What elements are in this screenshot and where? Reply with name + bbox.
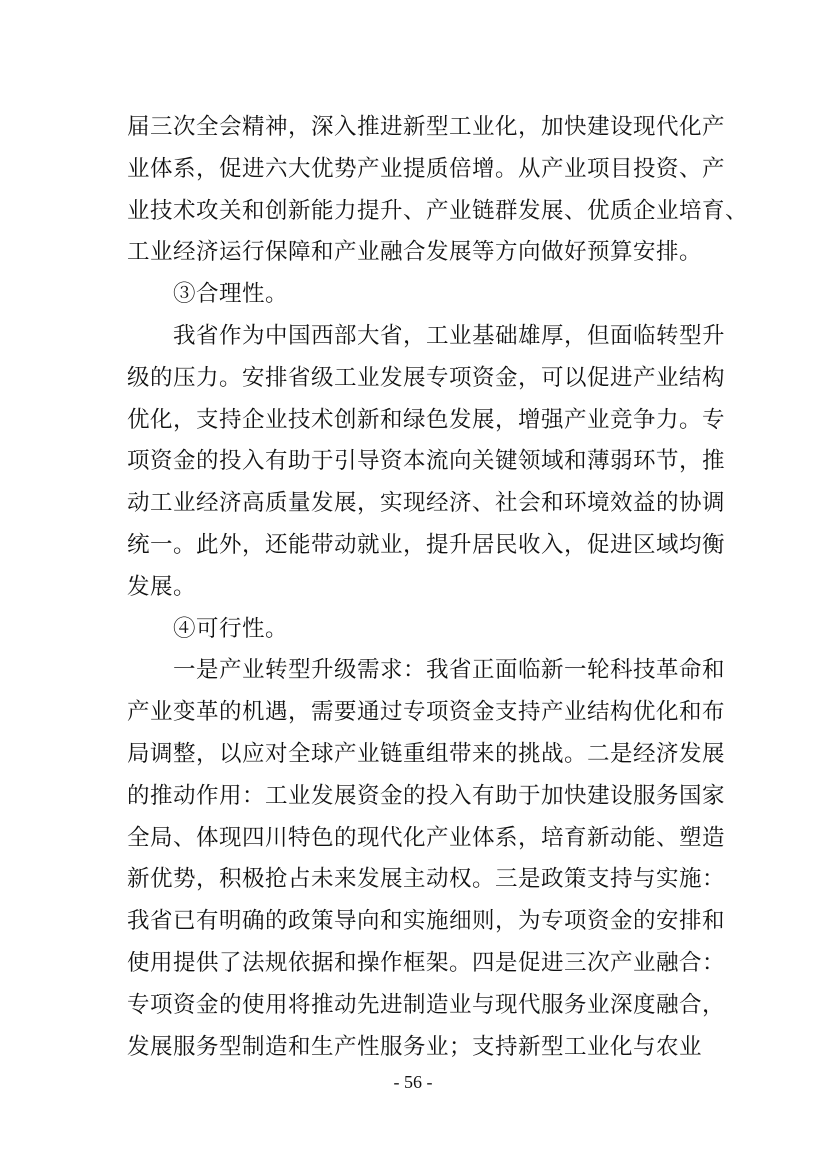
text-line-16: 局调整，以应对全球产业链重组带来的挑战。二是经济发展 [127,741,726,767]
text-line-17: 的推动作用：工业发展资金的投入有助于加快建设服务国家 [127,783,726,809]
text-line-11: 统一。此外，还能带动就业，提升居民收入，促进区域均衡 [127,532,726,558]
text-line-12: 发展。 [127,574,197,600]
text-line-1: 届三次全会精神，深入推进新型工业化，加快建设现代化产 [127,114,726,140]
text-line-9: 项资金的投入有助于引导资本流向关键领域和薄弱环节，推 [127,448,726,474]
section-heading-feasibility: ④可行性。 [173,616,289,642]
text-line-10: 动工业经济高质量发展，实现经济、社会和环境效益的协调 [127,490,726,516]
text-line-14: 一是产业转型升级需求：我省正面临新一轮科技革命和 [173,657,726,683]
text-line-7: 级的压力。安排省级工业发展专项资金，可以促进产业结构 [127,365,726,391]
text-line-23: 发展服务型制造和生产性服务业；支持新型工业化与农业 [127,1034,703,1060]
text-line-15: 产业变革的机遇，需要通过专项资金支持产业结构优化和布 [127,699,726,725]
text-line-20: 我省已有明确的政策导向和实施细则，为专项资金的安排和 [127,908,726,934]
text-line-3: 业技术攻关和创新能力提升、产业链群发展、优质企业培育、 [127,198,749,224]
text-line-2: 业体系，促进六大优势产业提质倍增。从产业项目投资、产 [127,156,726,182]
text-line-4: 工业经济运行保障和产业融合发展等方向做好预算安排。 [127,239,703,265]
text-line-6: 我省作为中国西部大省，工业基础雄厚，但面临转型升 [173,323,726,349]
text-line-8: 优化，支持企业技术创新和绿色发展，增强产业竞争力。专 [127,407,726,433]
text-line-18: 全局、体现四川特色的现代化产业体系，培育新动能、塑造 [127,825,726,851]
text-line-19: 新优势，积极抢占未来发展主动权。三是政策支持与实施： [127,866,726,892]
section-heading-rationality: ③合理性。 [173,281,289,307]
text-line-22: 专项资金的使用将推动先进制造业与现代服务业深度融合， [127,992,726,1018]
page-number: - 56 - [393,1072,433,1092]
text-line-21: 使用提供了法规依据和操作框架。四是促进三次产业融合： [127,950,726,976]
